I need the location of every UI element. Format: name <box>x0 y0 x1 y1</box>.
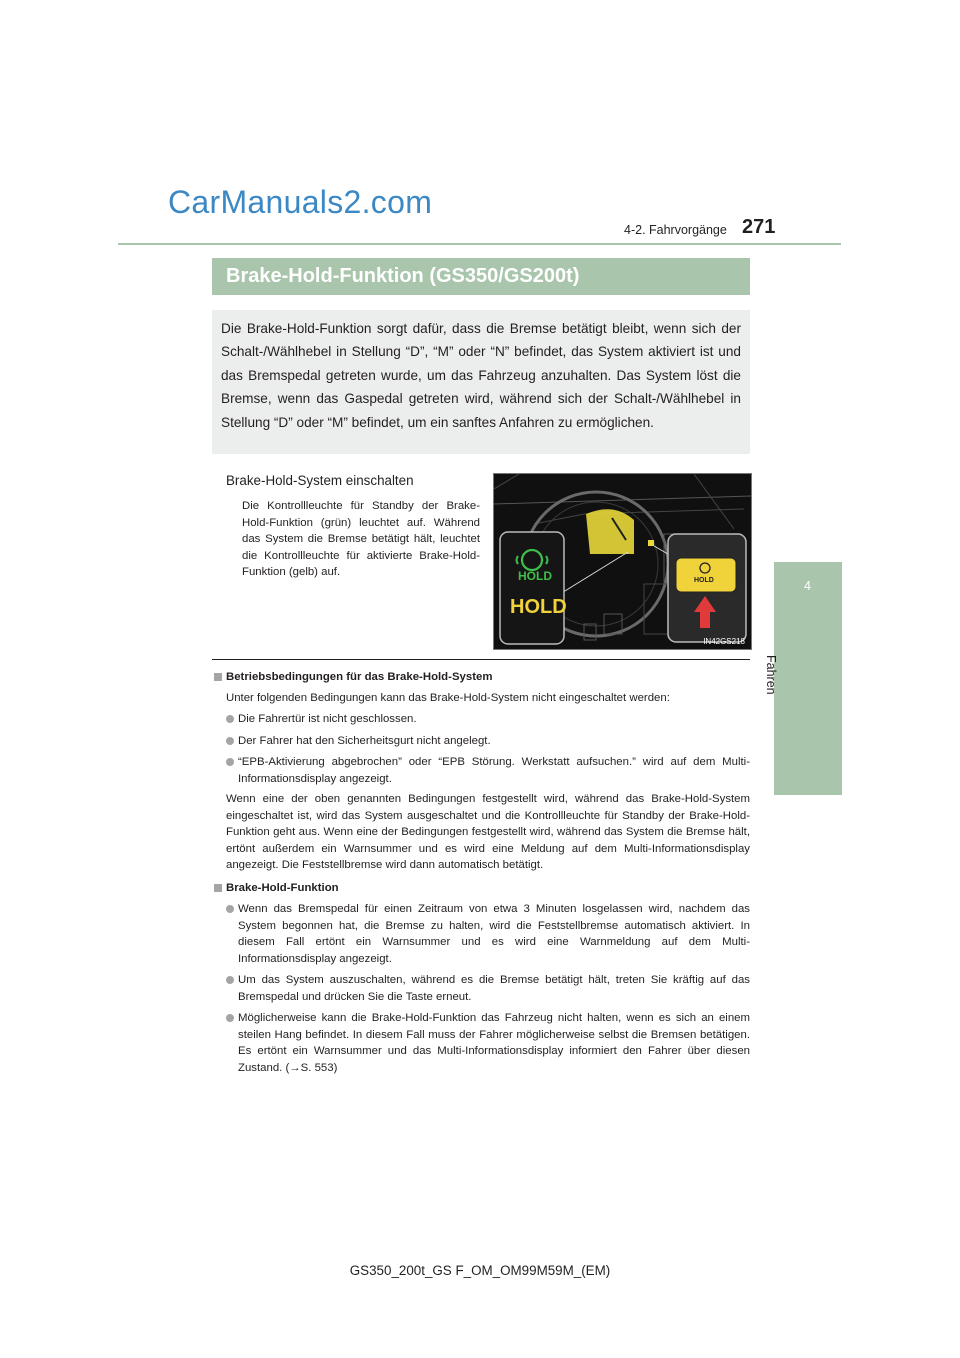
section-lead: Unter folgenden Bedingungen kann das Brake-Hold-System nicht eingeschaltet werden: <box>226 691 670 704</box>
chapter-number: 4 <box>804 579 811 593</box>
list-item: Der Fahrer hat den Sicherheitsgurt nicht angelegt. <box>212 733 750 750</box>
section-trail: Wenn eine der oben genannten Bedingungen festgestellt wird, während das Brake-Hold-System eingeschaltet ist, wird das System ausgeschaltet und die Kontrollleuchte für Standby der Brake-Hold-Funktion geht aus. Wenn eine der Bedingungen festgestellt wird, während das System die Bremse hält, ertönt außerdem ein Warnsummer und es wird eine Meldung auf dem Multi-Informationsdisplay angezeigt. Die Feststellbremse wird dann automatisch betätigt. <box>226 793 750 871</box>
section-title: Brake-Hold-Funktion (GS350/GS200t) <box>226 265 580 287</box>
step-heading: Brake-Hold-System einschalten <box>226 473 414 488</box>
page-number: 271 <box>742 216 776 238</box>
section-rule <box>212 659 750 660</box>
list-item: Die Fahrertür ist nicht geschlossen. <box>212 711 750 728</box>
hold-indicator-green-label: HOLD <box>518 569 552 583</box>
section-heading: Betriebsbedingungen für das Brake-Hold-System <box>212 669 750 686</box>
intro-box <box>212 310 750 454</box>
hold-indicator-yellow-label: HOLD <box>510 596 567 618</box>
chapter-tab <box>774 562 842 795</box>
running-header-section: 4-2. Fahrvorgänge <box>624 223 727 237</box>
section-title-bar <box>212 258 750 295</box>
dashboard-drawing <box>494 474 751 649</box>
list-item: Um das System auszuschalten, während es die Bremse betätigt hält, treten Sie kräftig auf das Bremspedal und drücken Sie die Taste erneut. <box>212 972 750 1005</box>
intro-text: Die Brake-Hold-Funktion sorgt dafür, dass die Bremse betätigt bleibt, wenn sich der Schalt-/Wählhebel in Stellung “D”, “M” oder “N” befindet, das System aktiviert ist und das Bremspedal getreten wurde, um das Fahrzeug anzuhalten. Das System löst die Bremse, wenn das Gaspedal getreten wird, während sich der Schalt-/Wählhebel in Stellung “D” oder “M” befindet, um ein sanftes Anfahren zu ermöglichen. <box>221 321 741 430</box>
chapter-label: Fahren <box>764 655 778 695</box>
list-item: “EPB-Aktivierung abgebrochen” oder “EPB Störung. Werkstatt aufsuchen.” wird auf dem Multi-Informationsdisplay angezeigt. <box>212 754 750 787</box>
footer-doc-code: GS350_200t_GS F_OM_OM99M59M_(EM) <box>349 1263 611 1278</box>
hold-button-label: HOLD <box>694 577 714 584</box>
header-rule <box>118 243 841 245</box>
step-text: Die Kontrollleuchte für Standby der Brake-Hold-Funktion (grün) leuchtet auf. Während das System die Bremse betätigt hält, leuchtet die Kontrollleuchte für aktivierte Brake-Hold-Funktion (gelb) auf. <box>242 500 480 578</box>
list-item: Möglicherweise kann die Brake-Hold-Funktion das Fahrzeug nicht halten, wenn es sich an einem steilen Hang befindet. In diesem Fall muss der Fahrer möglicherweise selbst die Bremsen betätigen. Es ertönt ein Warnsummer und das Multi-Informationsdisplay informiert den Fahrer über diesen Zustand. (→S. 553) <box>212 1010 750 1076</box>
section-heading: Brake-Hold-Funktion <box>212 880 750 897</box>
watermark-logo: CarManuals2.com <box>168 184 433 220</box>
dashboard-illustration <box>493 473 752 650</box>
body-content <box>212 665 750 1076</box>
figure-code: IN42GS218 <box>703 637 745 646</box>
list-item: Wenn das Bremspedal für einen Zeitraum von etwa 3 Minuten losgelassen wird, nachdem das System begonnen hat, die Bremse zu halten, wird die Feststellbremse automatisch aktiviert. In diesem Fall ertönt ein Warnsummer und es wird eine Warnmeldung auf dem Multi-Informationsdisplay angezeigt. <box>212 901 750 967</box>
